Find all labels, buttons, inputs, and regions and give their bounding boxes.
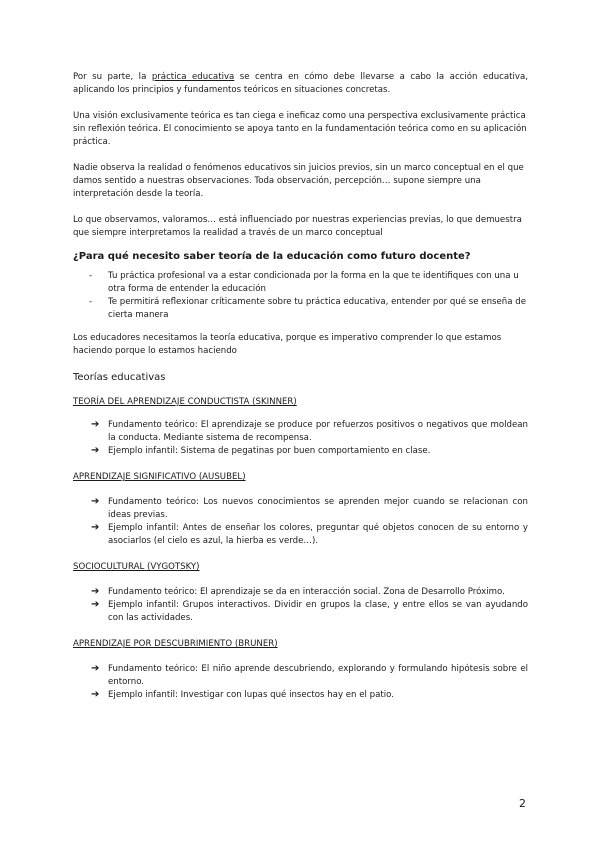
list-item-text: Tu práctica profesional va a estar condicionada por la forma en la que te identifiques con una u otra forma de entender la educación <box>108 271 519 294</box>
page-number: 2 <box>519 797 526 810</box>
list-item-text: Fundamento teórico: El aprendizaje se da en interacción social. Zona de Desarrollo Próximo. <box>108 587 505 597</box>
list-item <box>73 522 528 548</box>
list-item-text: Ejemplo infantil: Sistema de pegatinas por buen comportamiento en clase. <box>108 446 431 456</box>
paragraph-vision-teorica: Una visión exclusivamente teórica es tan ciega e ineficaz como una perspectiva exclusivamente práctica sin reflexión teórica. El conocimiento se apoya tanto en la fundamentación teórica como en su aplicación práctica. <box>73 111 527 147</box>
arrow-bullet-icon: ➔ <box>91 663 100 674</box>
arrow-bullet-icon: ➔ <box>91 522 100 533</box>
paragraph-experiencias: Lo que observamos, valoramos… está influenciado por nuestras experiencias previas, lo que demuestra que siempre interpretamos la realidad a través de un marco conceptual <box>73 215 522 238</box>
ausubel-list <box>73 496 528 548</box>
list-item: - Tu práctica profesional va a estar condicionada por la forma en la que te identifiques con una u otra forma de entender la educación <box>89 271 519 294</box>
paragraph-practica-educativa <box>73 71 528 97</box>
list-item-text: Ejemplo infantil: Grupos interactivos. Dividir en grupos la clase, y entre ellos se van ayudando con las actividades. <box>108 600 528 623</box>
document-page <box>73 71 528 702</box>
arrow-bullet-icon: ➔ <box>91 689 100 700</box>
section-heading-vygotsky: SOCIOCULTURAL (VYGOTSKY) <box>73 562 200 572</box>
arrow-bullet-icon: ➔ <box>91 445 100 456</box>
list-item-text: Ejemplo infantil: Investigar con lupas qué insectos hay en el patio. <box>108 690 394 700</box>
list-item-text: Fundamento teórico: El aprendizaje se produce por refuerzos positivos o negativos que moldean la conducta. Mediante sistema de recompensa. <box>108 420 528 443</box>
paragraph-educadores: Los educadores necesitamos la teoría educativa, porque es imperativo comprender lo que estamos haciendo porque lo estamos haciendo <box>73 333 502 356</box>
section-heading-ausubel: APRENDIZAJE SIGNIFICATIVO (AUSUBEL) <box>73 472 246 482</box>
bruner-list <box>73 663 528 702</box>
paragraph-text: Por su parte, la <box>73 72 152 82</box>
list-item: - Te permitirá reflexionar críticamente sobre tu práctica educativa, entender por qué se enseña de cierta manera <box>89 297 526 320</box>
list-item <box>73 663 528 689</box>
list-item-text: Fundamento teórico: Los nuevos conocimientos se aprenden mejor cuando se relacionan con ideas previas. <box>108 497 528 520</box>
paragraph-text: se centra en cómo debe llevarse a cabo la acción educativa, aplicando los principios y fundamentos teóricos en situaciones concretas. <box>73 72 528 95</box>
list-item <box>73 445 528 458</box>
skinner-list <box>73 419 528 458</box>
list-item <box>73 689 528 702</box>
list-item-text: Te permitirá reflexionar críticamente sobre tu práctica educativa, entender por qué se enseña de cierta manera <box>108 297 526 320</box>
section-heading-skinner: TEORÍA DEL APRENDIZAJE CONDUCTISTA (SKINNER) <box>73 397 297 407</box>
list-item <box>73 496 528 522</box>
paragraph-observacion: Nadie observa la realidad o fenómenos educativos sin juicios previos, sin un marco conceptual en el que damos sentido a nuestras observaciones. Toda observación, percepción… supone siempre una interpretación desde la teoría. <box>73 163 524 199</box>
theories-title: Teorías educativas <box>73 372 166 383</box>
list-item-text: Ejemplo infantil: Antes de enseñar los colores, preguntar qué objetos conocen de su entorno y asociarlos (el cielo es azul, la hierba es verde…). <box>108 523 528 546</box>
arrow-bullet-icon: ➔ <box>91 496 100 507</box>
practica-educativa-term: práctica educativa <box>151 72 235 82</box>
list-item <box>73 419 528 445</box>
vygotsky-list <box>73 586 528 625</box>
reasons-list <box>73 270 528 322</box>
list-item-text: Fundamento teórico: El niño aprende descubriendo, explorando y formulando hipótesis sobre el entorno. <box>108 664 528 687</box>
arrow-bullet-icon: ➔ <box>91 586 100 597</box>
arrow-bullet-icon: ➔ <box>91 599 100 610</box>
list-item <box>73 599 528 625</box>
section-heading-bruner: APRENDIZAJE POR DESCUBRIMIENTO (BRUNER) <box>73 639 278 649</box>
question-heading: ¿Para qué necesito saber teoría de la educación como futuro docente? <box>73 251 471 262</box>
arrow-bullet-icon: ➔ <box>91 419 100 430</box>
list-item <box>73 586 528 599</box>
